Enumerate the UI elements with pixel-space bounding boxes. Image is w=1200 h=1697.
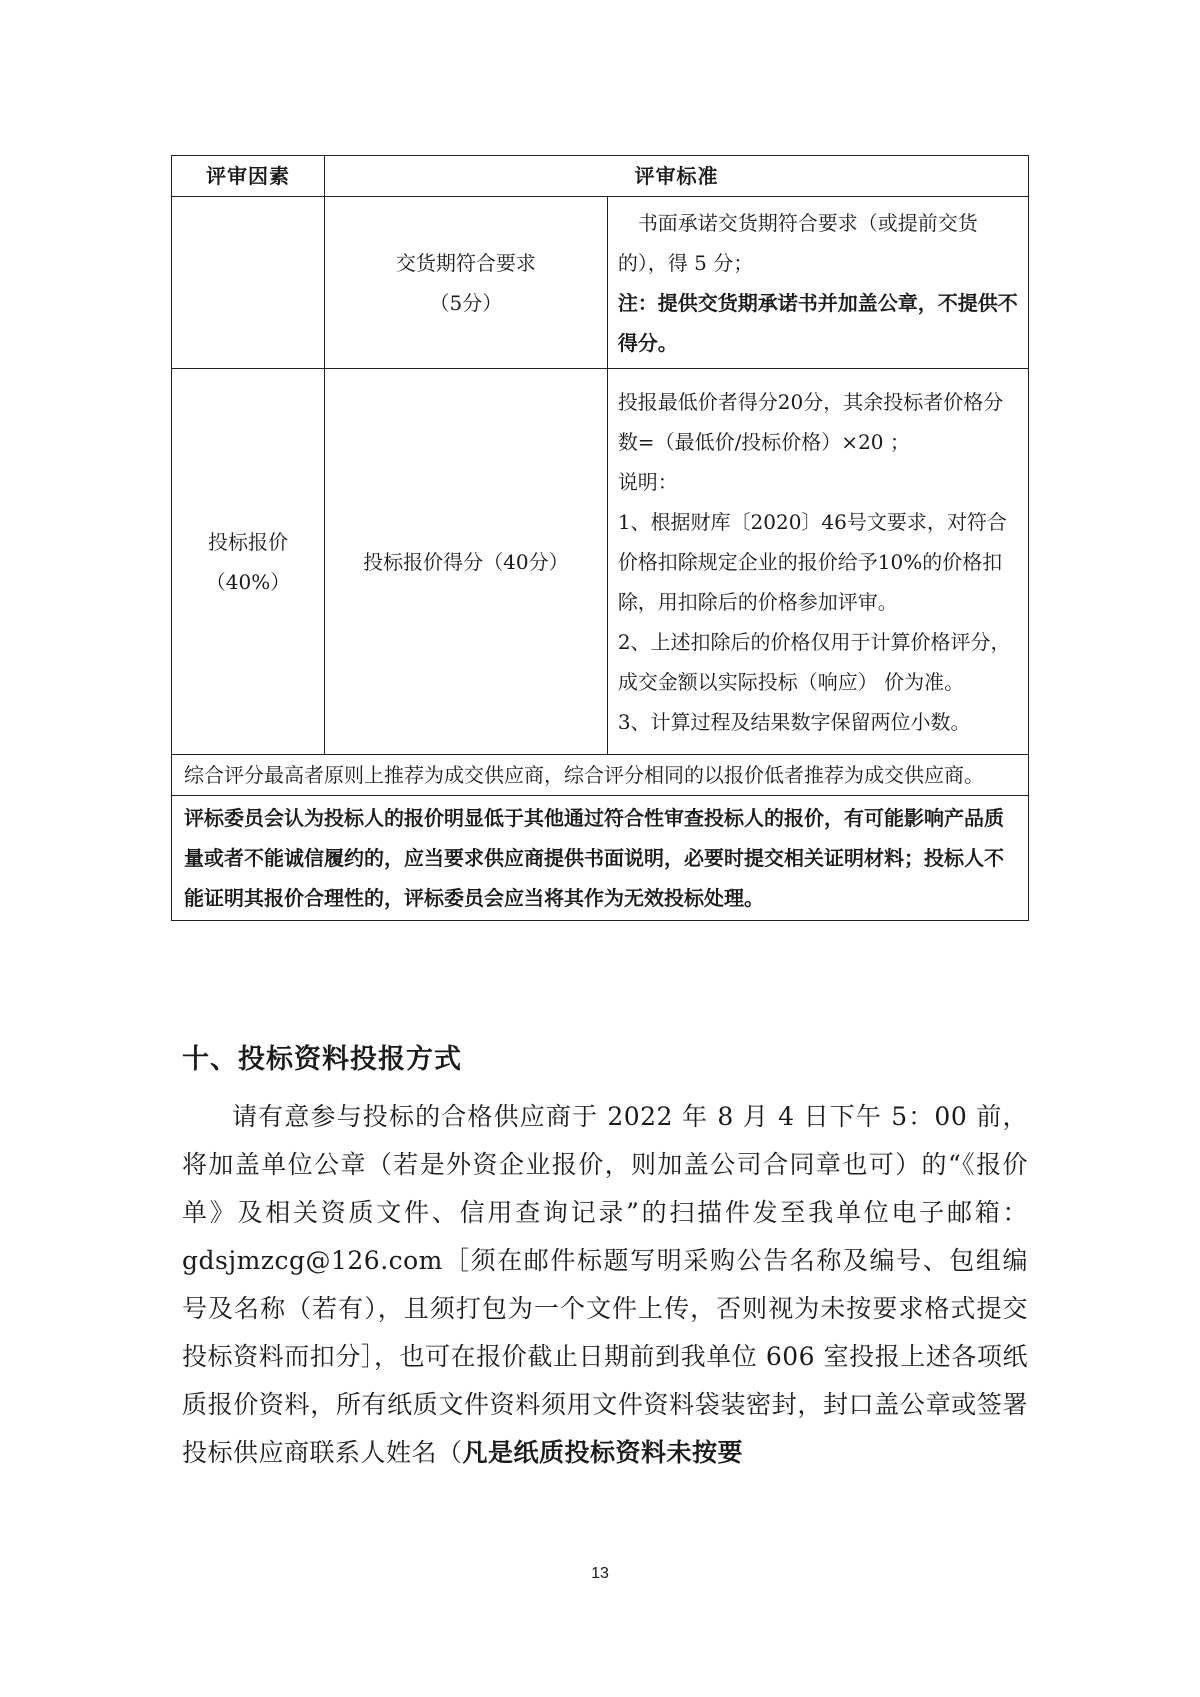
price-factor-weight: （40%） [205,569,291,594]
evaluation-criteria-table [171,155,1029,921]
price-criteria-line: 2、上述扣除后的价格仅用于计算价格评分，成交金额以实际投标（响应） 价为准。 [617,629,1011,694]
price-factor-cell [172,369,325,755]
price-criteria-cell [607,369,1028,755]
price-criteria-line: 3、计算过程及结果数字保留两位小数。 [617,709,971,734]
delivery-item-score: （5分） [429,290,503,315]
delivery-criteria-note: 注：提供交货期承诺书并加盖公章，不提供不得分。 [617,290,1018,355]
price-criteria-line: 投报最低价者得分20分，其余投标者价格分数=（最低价/投标价格）×20 ； [617,389,1004,454]
bold-note-cell: 评标委员会认为投标人的报价明显低于其他通过符合性审查投标人的报价，有可能影响产品质量或者不能诚信履约的，应当要求供应商提供书面说明，必要时提交相关证明材料；投标人不能证明其报价合理性的，评标委员会应当将其作为无效投标处理。 [172,796,1029,921]
table-row-summary [172,755,1029,796]
price-criteria-line: 说明： [617,469,678,494]
price-factor-label: 投标报价 [207,529,288,554]
price-criteria-line: 1、根据财库〔2020〕46号文要求，对符合价格扣除规定企业的报价给予10%的价格扣除，用扣除后的价格参加评审。 [617,509,1007,614]
delivery-item-cell [324,197,607,369]
delivery-factor-cell [172,197,325,369]
delivery-item-label: 交货期符合要求 [395,250,536,275]
paragraph-bold-tail: 凡是纸质投标资料未按要 [462,1438,744,1467]
delivery-criteria-text: 书面承诺交货期符合要求（或提前交货的），得 5 分； [617,210,978,275]
header-criteria: 评审标准 [324,156,1028,197]
paragraph-text: 请有意参与投标的合格供应商于 2022 年 8 月 4 日下午 5：00 前，将加盖单位公章（若是外资企业报价，则加盖公司合同章也可）的“《报价单》及相关资质文件、信用查询记录”的扫描件发至我单位电子邮箱：gdsjmzcg@126.com［须在邮件标题写明采购公告名称及编号、包组编号及名称（若有），且须打包为一个文件上传，否则视为未按要求格式提交投标资料而扣分］，也可在报价截止日期前到我单位 606 室投报上述各项纸质报价资料，所有纸质文件资料须用文件资料袋装密封，封口盖公章或签署投标供应商联系人姓名（ [182,1102,1028,1467]
table-row-delivery [172,197,1029,369]
table-header-row [172,156,1029,197]
price-item-cell: 投标报价得分（40分） [324,369,607,755]
section-heading: 十、投标资料投报方式 [182,1044,462,1075]
table-row-price [172,369,1029,755]
delivery-criteria-cell [607,197,1028,369]
table-row-bold-note [172,796,1029,921]
header-factor: 评审因素 [172,156,325,197]
summary-cell: 综合评分最高者原则上推荐为成交供应商，综合评分相同的以报价低者推荐为成交供应商。 [172,755,1029,796]
page-number: 13 [591,1565,609,1582]
section-paragraph [182,1093,1028,1477]
